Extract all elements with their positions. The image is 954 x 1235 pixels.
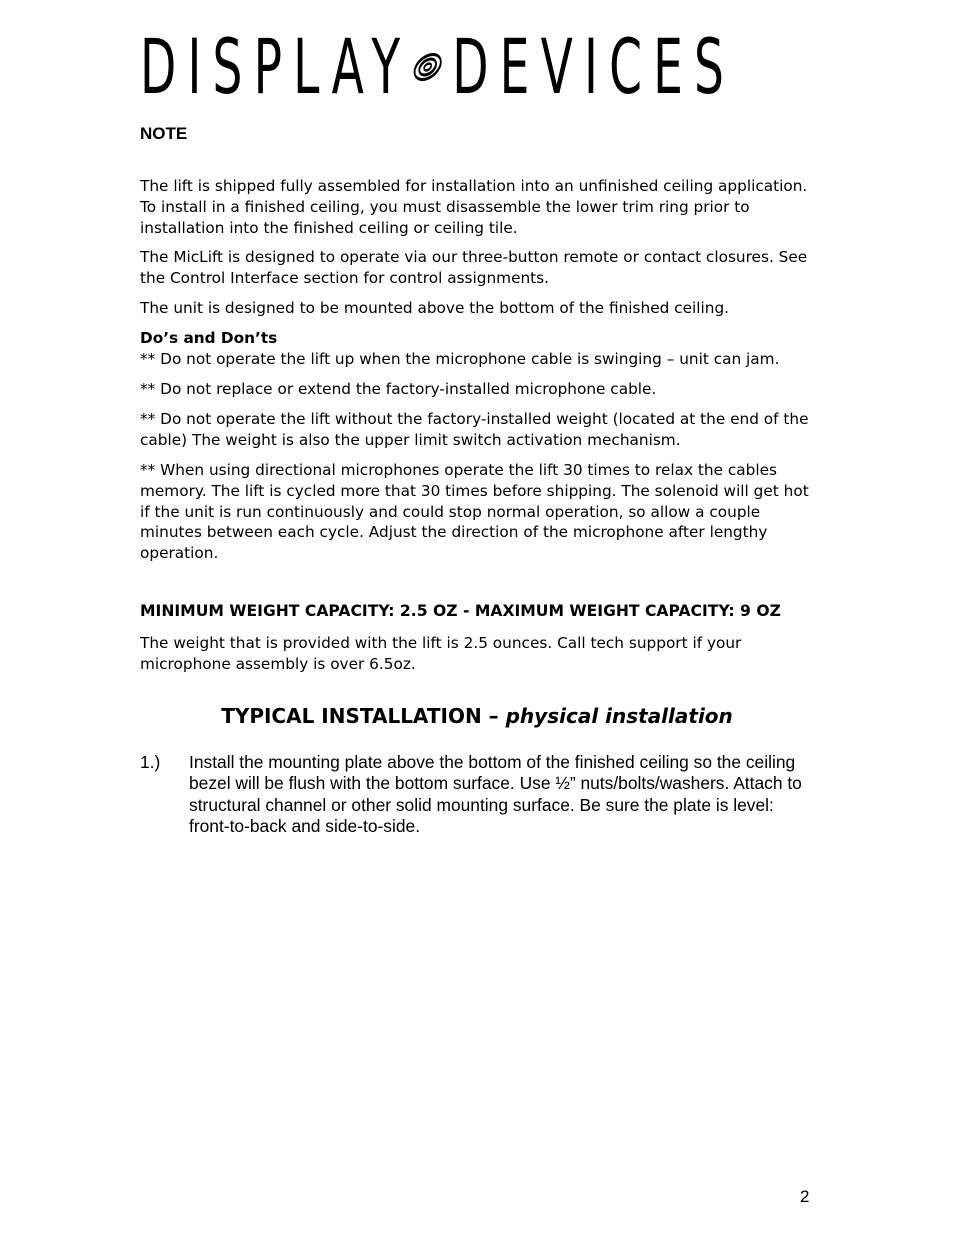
step-number: 1.) [140,752,161,772]
note-heading: NOTE [140,124,188,143]
note-paragraph-3: The unit is designed to be mounted above the bottom of the finished ceiling. [140,299,730,317]
page-number: 2 [800,1187,810,1206]
logo-text-devices: DEVICES [452,22,736,111]
note-paragraph-2: The MicLift is designed to operate via our three-button remote or contact closures. See the Control Interface section for control assignments. [140,248,808,287]
dos-donts-item-4: ** When using directional microphones operate the lift 30 times to relax the cables memory. The lift is cycled more that 30 times before shipping. The solenoid will get hot if the unit is run continuously and could stop normal operation, so allow a couple minutes between each cycle. Adjust the direction of the microphone after lengthy operation. [140,461,809,563]
step-text: Install the mounting plate above the bottom of the finished ceiling so the ceiling bezel will be flush with the bottom surface. Use ½” nuts/bolts/washers. Attach to structural channel or other solid mounting surface. Be sure the plate is level: front-to-back and side-to-side. [189,752,802,837]
logo-text-display: DISPLAY [140,22,412,111]
dos-donts-heading: Do’s and Don’ts [140,329,278,347]
dos-donts-item-1: ** Do not operate the lift up when the microphone cable is swinging – unit can jam. [140,350,780,368]
weight-capacity-text: The weight that is provided with the lift is 2.5 ounces. Call tech support if your microphone assembly is over 6.5oz. [140,634,742,673]
company-logo [140,22,736,111]
installation-title [0,704,954,728]
dos-donts-item-3: ** Do not operate the lift without the factory-installed weight (located at the end of the cable) The weight is also the upper limit switch activation mechanism. [140,410,809,449]
swirl-logo-icon [411,47,443,87]
installation-title-main: TYPICAL INSTALLATION – [221,704,506,728]
dos-donts-item-2: ** Do not replace or extend the factory-installed microphone cable. [140,380,657,398]
weight-capacity-heading: MINIMUM WEIGHT CAPACITY: 2.5 OZ - MAXIMUM WEIGHT CAPACITY: 9 OZ [140,602,781,620]
note-paragraph-1: The lift is shipped fully assembled for installation into an unfinished ceiling application. To install in a finished ceiling, you must disassemble the lower trim ring prior to installation into the finished ceiling or ceiling tile. [140,177,808,237]
installation-title-italic: physical installation [505,704,733,728]
